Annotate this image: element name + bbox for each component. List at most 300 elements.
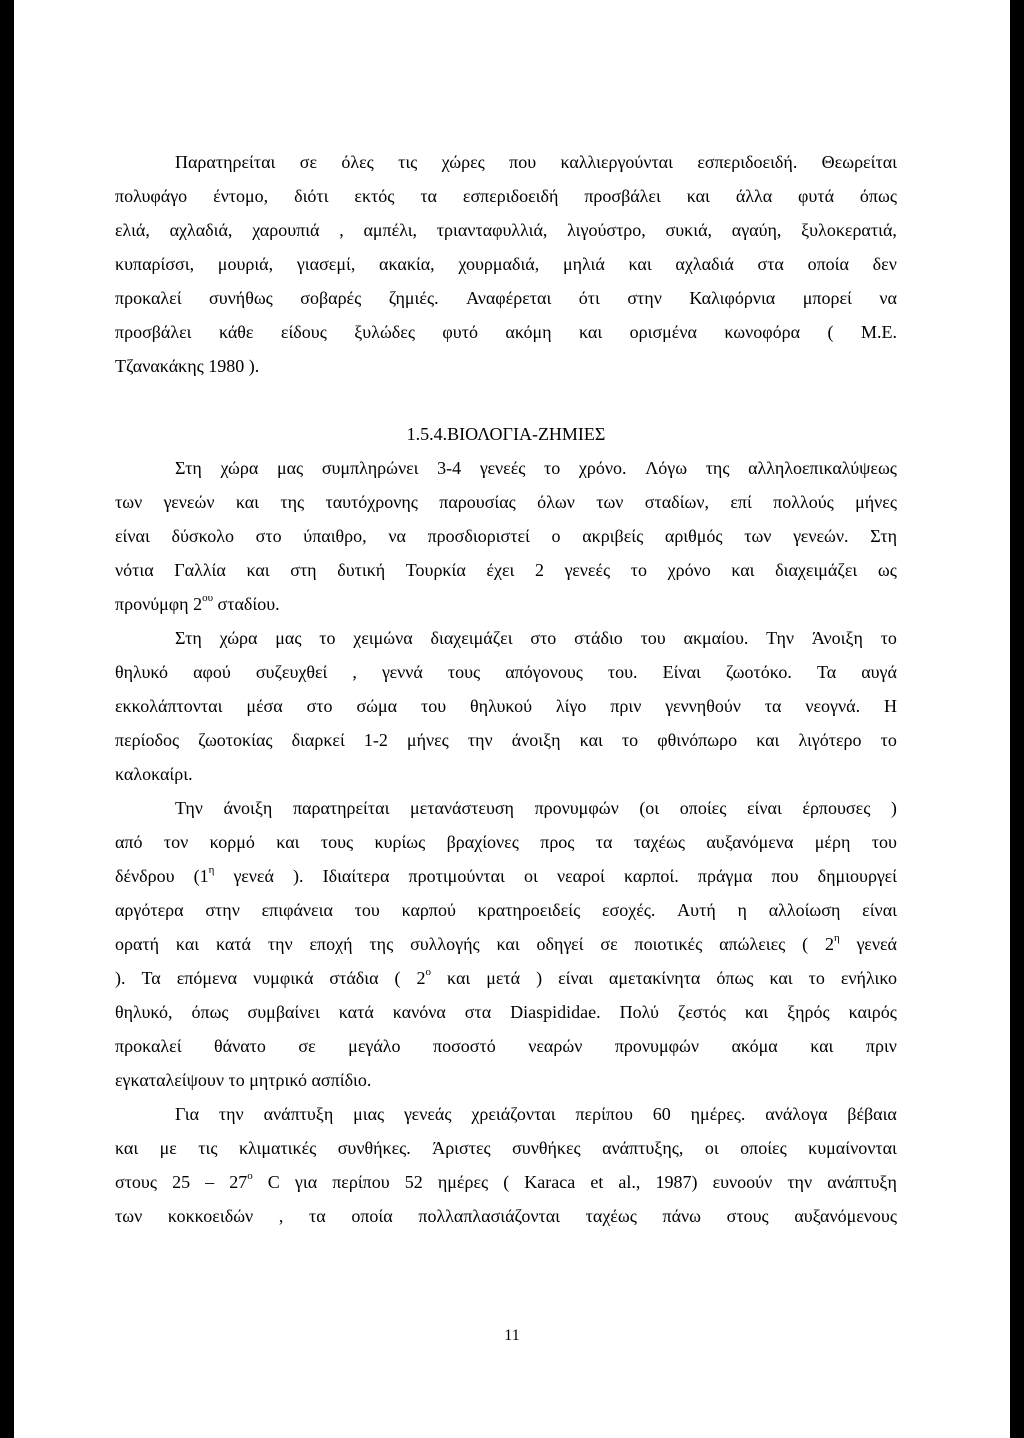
word: σταδίου. — [217, 594, 280, 614]
text-line — [115, 1165, 897, 1199]
word: 1980 — [208, 356, 245, 376]
word: στην — [205, 900, 240, 920]
word: $27^o$ — [229, 1170, 253, 1192]
word: 2 — [534, 560, 544, 580]
word: γενεών — [163, 492, 215, 512]
word: Karaca — [524, 1172, 576, 1192]
word: εσοχές. — [601, 900, 656, 920]
word: θηλυκό — [115, 662, 169, 682]
word: παρουσίας — [439, 492, 516, 512]
word: οι — [523, 866, 538, 886]
word: ποιοτικές — [634, 934, 703, 954]
word: προκαλεί — [115, 288, 182, 308]
word: Τα — [141, 968, 161, 988]
word: μετανάστευση — [410, 798, 514, 818]
word: προνυμφών — [534, 798, 619, 818]
word: Μ.Ε. — [860, 322, 897, 342]
word: στα — [757, 254, 784, 274]
word: το — [544, 458, 561, 478]
word: επόμενα — [176, 968, 238, 988]
word: είναι — [115, 526, 150, 546]
word: ζωοτόκο. — [725, 662, 792, 682]
word: προς — [540, 832, 575, 852]
word: στο — [530, 628, 557, 648]
word: κάθε — [218, 322, 254, 342]
text-line — [115, 825, 897, 859]
word: διαχειμάζει — [775, 560, 858, 580]
word: προσδιοριστεί — [427, 526, 530, 546]
word: στη — [290, 560, 317, 580]
word: και — [628, 254, 652, 274]
word: Ιδιαίτερα — [322, 866, 390, 886]
word: άλλα — [735, 186, 773, 206]
word: βραχίονες — [446, 832, 519, 852]
word: της — [705, 458, 730, 478]
word: να — [388, 526, 406, 546]
text-line — [115, 927, 897, 961]
word: ποσοστό — [433, 1036, 496, 1056]
word: Στη — [175, 628, 202, 648]
word: (οι — [639, 798, 660, 818]
page-number: 11 — [504, 1327, 520, 1344]
word: εσπεριδοειδή — [462, 186, 559, 206]
word: ελιά, — [115, 220, 150, 240]
text-line — [115, 179, 897, 213]
word: πριν — [865, 1036, 897, 1056]
word: αλλοίωση — [768, 900, 841, 920]
superscript: ο — [247, 1170, 253, 1182]
word: κλιματικές — [238, 1138, 317, 1158]
word: αυξανόμενους — [794, 1206, 897, 1226]
word: τους — [447, 662, 481, 682]
text-line — [115, 1199, 897, 1233]
word: ). — [248, 356, 260, 376]
word: Τζανακάκης — [115, 356, 204, 376]
word: Στη — [175, 458, 202, 478]
word: τα — [309, 1206, 326, 1226]
word: και — [579, 322, 603, 342]
word: κυπαρίσσι, — [115, 254, 195, 274]
word: χώρες — [441, 152, 485, 172]
word: νεαροί — [556, 866, 605, 886]
word: al., — [618, 1172, 641, 1192]
word: όπως — [716, 968, 754, 988]
word: επί — [730, 492, 752, 512]
word: λιγότερο — [798, 730, 862, 750]
word: την — [467, 730, 493, 750]
word: μέρη — [814, 832, 851, 852]
word: κατά — [215, 934, 251, 954]
word: περίοδος — [115, 730, 180, 750]
word: τους — [320, 832, 354, 852]
word: και — [235, 492, 259, 512]
text-line — [115, 213, 897, 247]
word: στο — [306, 696, 333, 716]
word: το — [621, 730, 639, 750]
word: χρόνο. — [578, 458, 627, 478]
word: περίπου — [332, 1172, 390, 1192]
word: της — [369, 934, 394, 954]
word: αμπέλι, — [363, 220, 418, 240]
word: θάνατο — [214, 1036, 266, 1056]
word: είναι — [558, 968, 593, 988]
word: ως — [877, 560, 897, 580]
word: οδηγεί — [536, 934, 584, 954]
word: ακόμη — [505, 322, 552, 342]
word: ανάπτυξη — [827, 1172, 897, 1192]
word: συνθήκες — [512, 1138, 581, 1158]
word: και — [769, 968, 793, 988]
word: στους — [726, 1206, 769, 1226]
word: διαχειμάζει — [430, 628, 513, 648]
word: νεαρών — [528, 1036, 583, 1056]
word: φυτό — [442, 322, 478, 342]
text-line — [115, 655, 897, 689]
word: θηλυκό, — [115, 1002, 173, 1022]
word: Τα — [816, 662, 837, 682]
word: Για — [175, 1104, 200, 1124]
text-line — [115, 723, 897, 757]
word: προκαλεί — [115, 1036, 182, 1056]
word: γιασεμί, — [296, 254, 356, 274]
superscript: η — [834, 932, 840, 944]
word: ακριβείς — [582, 526, 644, 546]
word: του — [420, 696, 447, 716]
word: ευνοούν — [712, 1172, 773, 1192]
text-line — [115, 893, 897, 927]
word: καρπού — [401, 900, 456, 920]
word: οποίες — [740, 1138, 787, 1158]
word: Πολύ — [619, 1002, 659, 1022]
word: ορισμένα — [629, 322, 697, 342]
word: τις — [398, 152, 418, 172]
word: et — [590, 1172, 604, 1192]
word: ($1^\eta$ — [193, 864, 215, 886]
text-line — [115, 689, 897, 723]
word: και — [744, 1002, 769, 1022]
word: ο — [551, 526, 561, 546]
text-line — [115, 961, 897, 995]
word: αγαύη, — [731, 220, 782, 240]
word: οποία — [351, 1206, 393, 1226]
word: σε — [299, 152, 317, 172]
word: ( — [503, 1172, 510, 1192]
text-line — [115, 1063, 897, 1097]
word: στην — [627, 288, 662, 308]
word: μηλιά — [562, 254, 605, 274]
word: ταυτόχρονης — [325, 492, 418, 512]
word: δημιουργεί — [817, 866, 897, 886]
word: συλλογής — [410, 934, 480, 954]
word: γεννηθούν — [665, 696, 741, 716]
word: του — [871, 832, 897, 852]
word: καρποί. — [624, 866, 679, 886]
text-line — [115, 281, 897, 315]
word: ξυλοκερατιά, — [801, 220, 897, 240]
word: 60 — [652, 1104, 671, 1124]
word: $2^{o\upsilon}$ — [193, 592, 214, 614]
word: , — [339, 220, 344, 240]
word: μετά — [486, 968, 521, 988]
word: ημέρες — [437, 1172, 489, 1192]
word: κυρίως — [374, 832, 426, 852]
superscript: ου — [202, 592, 214, 604]
word: συκιά, — [665, 220, 713, 240]
word: και — [276, 832, 300, 852]
word: αλληλοεπικαλύψεως — [748, 458, 897, 478]
word: χαρουπιά — [252, 220, 320, 240]
text-line — [115, 859, 897, 893]
word: απώλειες — [719, 934, 786, 954]
word: στο — [255, 526, 282, 546]
word: χουρμαδιά, — [458, 254, 540, 274]
word: και — [175, 934, 200, 954]
word: και — [447, 968, 471, 988]
word: συμπληρώνει — [321, 458, 419, 478]
word: δυτική — [337, 560, 386, 580]
word: – — [205, 1172, 215, 1192]
word: λιγούστρο, — [567, 220, 646, 240]
word: Λόγω — [645, 458, 688, 478]
word: ταχέως — [585, 1206, 637, 1226]
word: άνοιξη — [223, 798, 273, 818]
word: ). — [115, 968, 126, 988]
text-line — [115, 791, 897, 825]
word: σοβαρές — [300, 288, 362, 308]
word: αχλαδιά — [675, 254, 734, 274]
word: αυγά — [861, 662, 897, 682]
word: οι — [704, 1138, 719, 1158]
word: και — [756, 730, 780, 750]
word: χειμώνα — [353, 628, 413, 648]
word: καλοκαίρι. — [115, 764, 193, 784]
word: 3-4 — [437, 458, 462, 478]
text-line — [115, 1131, 897, 1165]
word: διαρκεί — [291, 730, 345, 750]
word: από — [115, 832, 143, 852]
word: ξηρός — [787, 1002, 830, 1022]
word: ( — [394, 968, 401, 988]
word: οποία — [807, 254, 849, 274]
word: ξυλώδες — [354, 322, 415, 342]
word: προσβάλει — [584, 186, 661, 206]
word: το — [808, 968, 825, 988]
word: τον — [163, 832, 189, 852]
word: κωνοφόρα — [724, 322, 801, 342]
word: και — [115, 1138, 139, 1158]
word: εποχή — [309, 934, 353, 954]
word: το — [880, 730, 897, 750]
word: χώρα — [219, 628, 258, 648]
word: μήνες — [406, 730, 449, 750]
word: πριν — [610, 696, 642, 716]
word: πάνω — [662, 1206, 702, 1226]
word: των — [115, 492, 143, 512]
superscript: η — [208, 864, 215, 876]
word: νότια — [115, 560, 154, 580]
word: αμετακίνητα — [608, 968, 701, 988]
word: μας — [275, 628, 302, 648]
word: Γαλλία — [174, 560, 226, 580]
word: Την — [175, 798, 203, 818]
word: ορατή — [115, 934, 160, 954]
word: 1.5.4.ΒΙΟΛΟΓΙΑ-ΖΗΜΙΕΣ — [406, 424, 606, 444]
word: σε — [600, 934, 618, 954]
word: εσπεριδοειδή. — [697, 152, 798, 172]
word: γενεές — [564, 560, 611, 580]
word: νυμφικά — [253, 968, 314, 988]
word: στάδιο — [574, 628, 623, 648]
word: πολυφάγο — [115, 186, 188, 206]
word: , — [352, 662, 357, 682]
word: έντομο, — [213, 186, 269, 206]
text-line — [115, 587, 897, 621]
word: κορμό — [209, 832, 255, 852]
word: πολλούς — [773, 492, 834, 512]
word: την — [267, 934, 293, 954]
word: χρειάζονται — [471, 1104, 556, 1124]
text-line — [115, 553, 897, 587]
word: δύσκολο — [171, 526, 234, 546]
word: μεγάλο — [348, 1036, 401, 1056]
word: το — [319, 628, 336, 648]
text-line — [115, 451, 897, 485]
text-line — [115, 519, 897, 553]
word: στους — [115, 1172, 157, 1192]
word: Η — [884, 696, 897, 716]
word: μητρικό — [249, 1070, 307, 1090]
word: προνύμφη — [115, 594, 189, 614]
word: η — [737, 900, 747, 920]
word: το — [228, 1070, 245, 1090]
word: δένδρου — [115, 866, 175, 886]
word: εκκολάπτονται — [115, 696, 223, 716]
document-page — [14, 0, 1010, 1438]
word: την — [218, 1104, 244, 1124]
word: Τουρκία — [405, 560, 466, 580]
word: στάδια — [329, 968, 379, 988]
word: κυμαίνονται — [808, 1138, 897, 1158]
word: γενεά — [233, 866, 274, 886]
word: απόγονους — [505, 662, 583, 682]
word: είναι — [746, 798, 782, 818]
word: ( — [802, 934, 809, 954]
word: το — [630, 560, 647, 580]
word: όπως — [191, 1002, 229, 1022]
word: ακμαίου. — [683, 628, 749, 648]
word: γενεάς — [404, 1104, 452, 1124]
body-text — [115, 145, 897, 1233]
word: που — [771, 866, 799, 886]
word: ζεστός — [677, 1002, 726, 1022]
word: που — [509, 152, 537, 172]
word: κατά — [338, 1002, 374, 1022]
word: επιφάνεια — [261, 900, 333, 920]
word: σε — [298, 1036, 316, 1056]
word: ζωοτοκίας — [198, 730, 273, 750]
word: C — [267, 1172, 280, 1192]
word: προσβάλει — [115, 322, 192, 342]
word: να — [879, 288, 897, 308]
word: γενεών. — [793, 526, 849, 546]
word: το — [880, 628, 897, 648]
word: τα — [420, 186, 437, 206]
word: σταδίων, — [644, 492, 709, 512]
word: ενήλικο — [840, 968, 897, 988]
word: εκτός — [354, 186, 395, 206]
word: με — [159, 1138, 177, 1158]
word: 52 — [404, 1172, 423, 1192]
word: νεογνά. — [805, 696, 861, 716]
text-line — [115, 349, 897, 383]
word: παρατηρείται — [292, 798, 390, 818]
word: ζημιές. — [388, 288, 439, 308]
word: μουριά, — [217, 254, 274, 274]
word: πράγμα — [697, 866, 753, 886]
word: προνυμφών — [614, 1036, 699, 1056]
word: και — [810, 1036, 834, 1056]
word: Είναι — [662, 662, 701, 682]
word: και — [731, 560, 755, 580]
text-line — [115, 1029, 897, 1063]
word: και — [579, 730, 603, 750]
word: καιρός — [848, 1002, 897, 1022]
word: ) — [536, 968, 543, 988]
word: Άνοιξη — [811, 628, 863, 648]
word: Την — [766, 628, 795, 648]
word: συνθήκες. — [337, 1138, 411, 1158]
word: βέβαια — [847, 1104, 897, 1124]
word: λίγο — [555, 696, 587, 716]
word: τριανταφυλλιά, — [436, 220, 548, 240]
word: καλλιεργούνται — [560, 152, 673, 172]
word: αφού — [193, 662, 231, 682]
word: μήνες — [855, 492, 897, 512]
word: Άριστες — [432, 1138, 491, 1158]
word: διότι — [294, 186, 329, 206]
word: μέσα — [246, 696, 283, 716]
word: Θεωρείται — [821, 152, 897, 172]
word: όλων — [537, 492, 575, 512]
word: ανάπτυξη — [263, 1104, 334, 1124]
text-line — [115, 1097, 897, 1131]
word: 1987) — [655, 1172, 698, 1192]
word: άνοιξη — [511, 730, 561, 750]
word: φθινόπωρο — [657, 730, 738, 750]
word: έχει — [486, 560, 515, 580]
word: του — [640, 628, 666, 648]
word: περίπου — [575, 1104, 633, 1124]
word: μιας — [353, 1104, 385, 1124]
word: 25 — [172, 1172, 191, 1192]
word: συμβαίνει — [247, 1002, 320, 1022]
word: θηλυκού — [470, 696, 532, 716]
text-line — [115, 383, 897, 417]
word: τα — [595, 832, 613, 852]
word: όπως — [859, 186, 897, 206]
word: 1-2 — [363, 730, 388, 750]
word: μπορεί — [802, 288, 852, 308]
text-line — [115, 315, 897, 349]
word: Καλιφόρνια — [689, 288, 776, 308]
word: συνήθως — [209, 288, 273, 308]
word: εγκαταλείψουν — [115, 1070, 224, 1090]
word: αργότερα — [115, 900, 184, 920]
word: κοκκοειδών — [167, 1206, 254, 1226]
text-line — [115, 621, 897, 655]
word: των — [744, 526, 772, 546]
text-line — [115, 247, 897, 281]
